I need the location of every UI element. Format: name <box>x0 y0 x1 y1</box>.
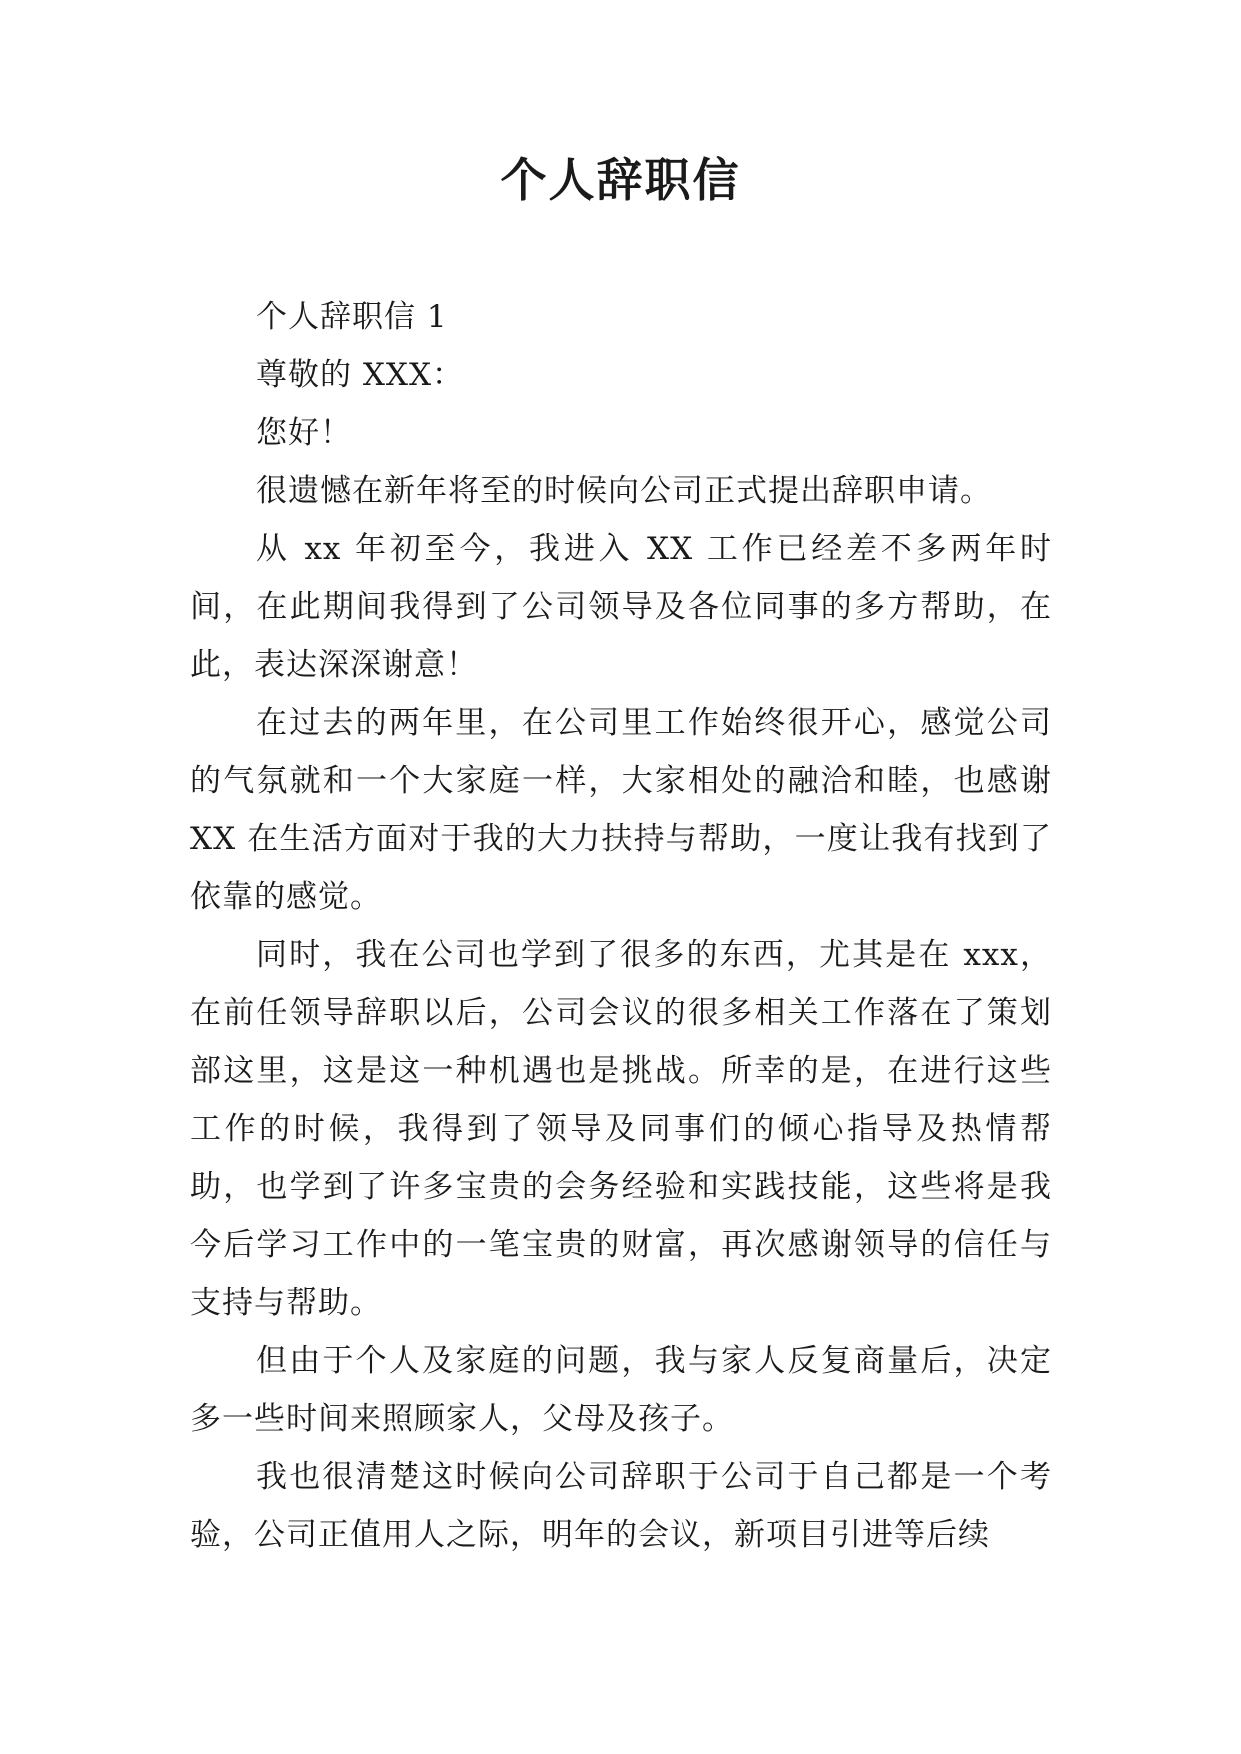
paragraph: 从 xx 年初至今，我进入 XX 工作已经差不多两年时间，在此期间我得到了公司领导及各位同事的多方帮助，在此，表达深深谢意！ <box>190 531 1052 683</box>
paragraph: 很遗憾在新年将至的时候向公司正式提出辞职申请。 <box>256 473 992 509</box>
paragraph: 我也很清楚这时候向公司辞职于公司于自己都是一个考验，公司正值用人之际，明年的会议，新项目引进等后续 <box>190 1459 1052 1553</box>
greeting: 您好！ <box>256 415 352 451</box>
salutation: 尊敬的 XXX： <box>256 357 465 393</box>
document-title: 个人辞职信 <box>500 153 741 207</box>
paragraph: 在过去的两年里，在公司里工作始终很开心，感觉公司的气氛就和一个大家庭一样，大家相处的融洽和睦，也感谢 XX 在生活方面对于我的大力扶持与帮助，一度让我有找到了依靠的感觉。 <box>190 705 1052 915</box>
paragraph: 同时，我在公司也学到了很多的东西，尤其是在 xxx，在前任领导辞职以后，公司会议的很多相关工作落在了策划部这里，这是这一种机遇也是挑战。所幸的是，在进行这些工作的时候，我得到了领导及同事们的倾心指导及热情帮助，也学到了许多宝贵的会务经验和实践技能，这些将是我今后学习工作中的一笔宝贵的财富，再次感谢领导的信任与支持与帮助。 <box>190 937 1052 1321</box>
letter-heading-line: 个人辞职信 1 <box>256 299 448 335</box>
paragraph: 但由于个人及家庭的问题，我与家人反复商量后，决定多一些时间来照顾家人，父母及孩子。 <box>190 1343 1052 1437</box>
letter-body <box>190 288 1052 1564</box>
